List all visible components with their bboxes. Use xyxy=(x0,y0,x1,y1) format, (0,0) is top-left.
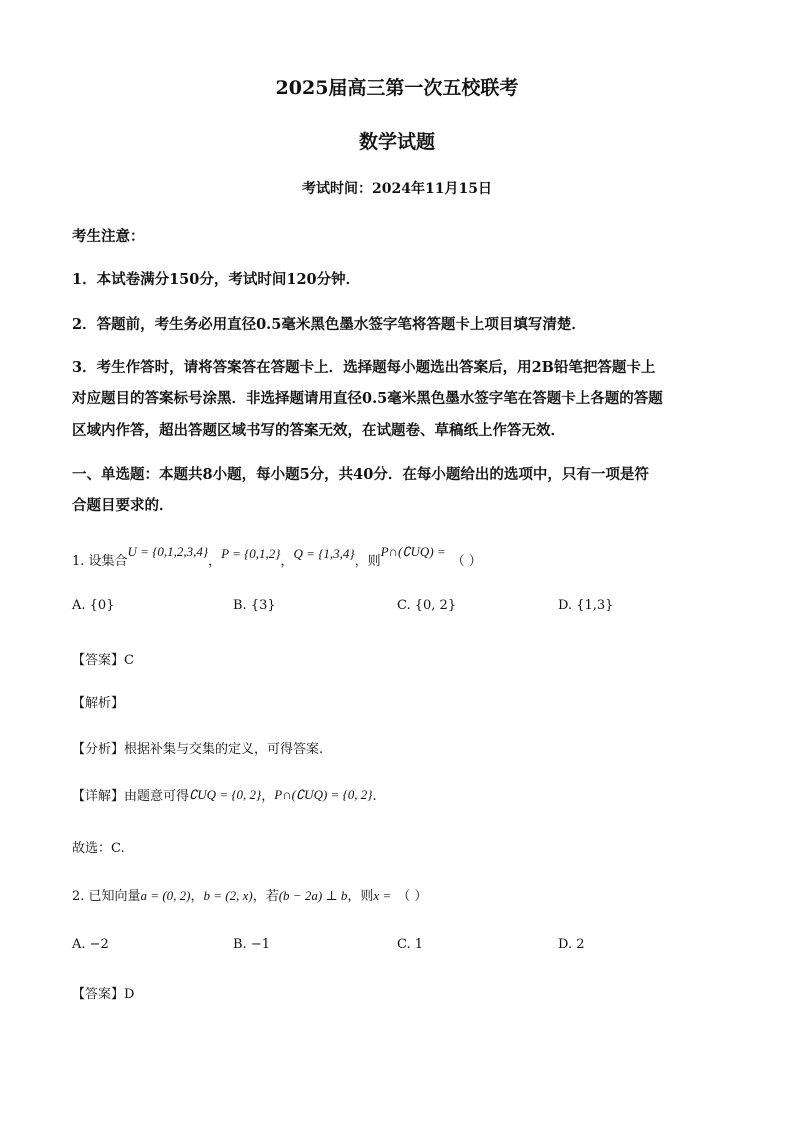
notice-item-1: 1．本试卷满分150分，考试时间120分钟． xyxy=(72,271,361,288)
q2-vector-b: b = (2, x) xyxy=(203,888,253,903)
exam-subject: 数学试题 xyxy=(358,131,435,153)
notice-item-2: 2．答题前，考生务必用直径0.5毫米黑色墨水签字笔将答题卡上项目填写清楚． xyxy=(72,316,586,333)
q1-answer: 【答案】C xyxy=(72,653,134,668)
q2-option-c: C. 1 xyxy=(397,937,424,952)
notice-item-3-line-3: 区域内作答，超出答题区域书写的答案无效，在试题卷、草稿纸上作答无效． xyxy=(72,422,565,439)
q1-detail-end: . xyxy=(372,789,377,804)
q1-option-a: A. {0} xyxy=(72,598,115,613)
q1-analysis: 【分析】根据补集与交集的定义，可得答案. xyxy=(72,742,324,757)
q1-answer-paren: （ ） xyxy=(451,554,482,569)
q2-option-b: B. −1 xyxy=(233,937,270,952)
q1-stem xyxy=(72,544,482,569)
q1-detail-sep: ， xyxy=(261,789,275,804)
exam-time: 考试时间：2024年11月15日 xyxy=(302,181,492,197)
q1-option-b: B. {3} xyxy=(233,598,276,613)
q1-set-q: Q = {1,3,4} xyxy=(293,546,355,561)
q2-answer: 【答案】D xyxy=(72,987,135,1002)
q1-option-c: C. {0, 2} xyxy=(397,598,457,613)
q1-set-u: U = {0,1,2,3,4} xyxy=(127,544,209,559)
q1-choose: 故选：C. xyxy=(72,841,125,856)
q2-then: ，则 xyxy=(347,889,374,904)
q2-prefix: 2. 已知向量 xyxy=(72,889,141,904)
q2-variable: x = xyxy=(373,888,392,903)
q1-sep-2: ， xyxy=(280,554,294,569)
notice-item-3-line-1: 3．考生作答时，请将答案答在答题卡上．选择题每小题选出答案后，用2B铅笔把答题卡上 xyxy=(72,359,656,376)
exam-title: 2025届高三第一次五校联考 xyxy=(275,77,519,99)
q2-sep-1: ， xyxy=(190,889,204,904)
q2-condition: (b − 2a) ⊥ b xyxy=(278,888,348,903)
q1-prefix: 1. 设集合 xyxy=(72,554,128,569)
q1-detail-intersection: P∩(∁UQ) = {0, 2} xyxy=(274,787,373,802)
q1-option-d: D. {1,3} xyxy=(558,598,614,613)
q2-option-a: A. −2 xyxy=(72,937,109,952)
q1-analysis-label: 【解析】 xyxy=(72,696,125,711)
q1-detail xyxy=(72,785,377,804)
section-heading-line-1: 一、单选题：本题共8小题，每小题5分，共40分．在每小题给出的选项中，只有一项是符 xyxy=(72,466,649,483)
q2-answer-paren: （ ） xyxy=(397,889,428,904)
q1-sep-1: ， xyxy=(208,554,222,569)
q1-then: ，则 xyxy=(354,554,381,569)
q1-set-p: P = {0,1,2} xyxy=(221,546,281,561)
q2-option-d: D. 2 xyxy=(558,937,585,952)
q2-stem xyxy=(72,885,427,904)
q2-sep-2: ，若 xyxy=(252,889,279,904)
section-heading-line-2: 合题目要求的． xyxy=(72,497,174,514)
q1-detail-complement: ∁UQ = {0, 2} xyxy=(189,787,262,802)
notice-heading: 考生注意： xyxy=(72,228,145,245)
notice-item-3-line-2: 对应题目的答案标号涂黑．非选择题请用直径0.5毫米黑色墨水签字笔在答题卡上各题的答题 xyxy=(72,390,663,407)
q1-expression: P∩(∁UQ) = xyxy=(380,544,446,559)
q2-vector-a: a = (0, 2) xyxy=(140,888,191,903)
q1-detail-prefix: 【详解】由题意可得 xyxy=(72,789,190,804)
